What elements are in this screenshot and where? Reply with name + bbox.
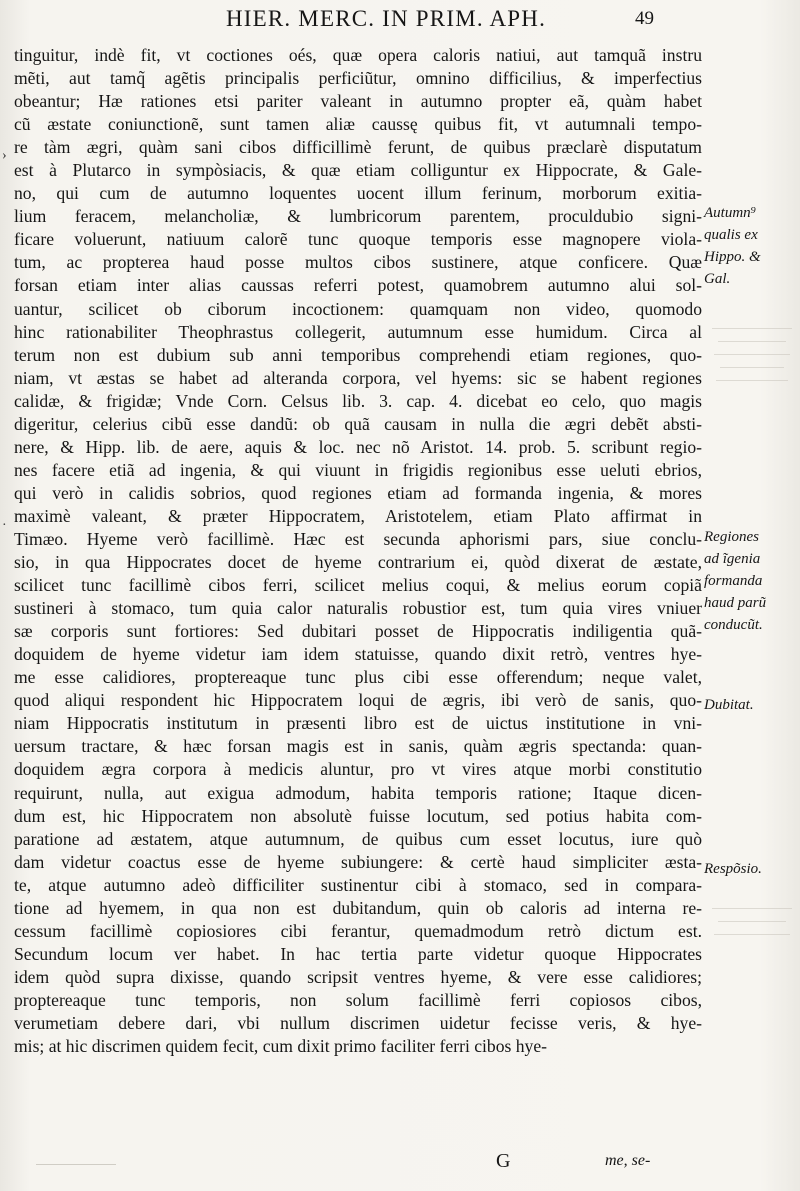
text-line: tum, ac propterea haud posse multos cibos sustinere, atque conficere. Quæ bbox=[14, 252, 702, 273]
margin-note-autumnus bbox=[704, 202, 798, 290]
text-line: niam Hippocratis institutum in præsenti libro est de uictus institutione in vni- bbox=[14, 713, 702, 734]
text-line: tione ad hyemem, in qua non est dubitandum, quin ob caloris ad interna re- bbox=[14, 897, 702, 918]
text-line: hinc rationabiliter Theophrastus collegerit, autumnum esse humidum. Circa al bbox=[14, 321, 702, 342]
text-line: re tàm ægri, quàm sani cibos difficillimè ferunt, de quibus præclarè disputatum bbox=[14, 137, 702, 158]
margin-note-responsio bbox=[704, 858, 798, 880]
margin-note-line: ad ĩgenia bbox=[704, 551, 761, 567]
page-footer bbox=[0, 1148, 800, 1188]
margin-note-line: haud parũ bbox=[704, 595, 767, 611]
margin-note-regiones bbox=[704, 526, 798, 636]
text-line: sustineri à stomaco, tum quia calor naturalis robustior est, tum quia vires vniuer bbox=[14, 598, 702, 619]
text-line: quod aliqui respondent hic Hippocratem loqui de ægris, ibi verò de sanis, quo- bbox=[14, 690, 702, 711]
margin-note-line: qualis ex bbox=[704, 227, 758, 243]
text-line: obeantur; Hæ rationes etsi pariter valeant in autumno propter eã, quàm habet bbox=[14, 91, 702, 112]
margin-note-line: Regiones bbox=[704, 529, 759, 545]
text-line: scilicet tunc facillimè cibos ferri, scilicet melius coqui, & melius eorum copiã bbox=[14, 575, 702, 596]
running-head: HIER. MERC. IN PRIM. APH. bbox=[225, 6, 547, 31]
text-line: me esse calidiores, proptereaque tunc plus cibi esse offerendum; neque valet, bbox=[14, 667, 702, 688]
text-line: cũ æstate coniunctionẽ, sunt tamen aliæ caussę quibus fit, vt autumnali tempo- bbox=[14, 114, 702, 135]
text-line: terum non est dubium sub anni temporibus comprehendi etiam regiones, quo- bbox=[14, 344, 702, 365]
text-line: ficare voluerunt, natiuum calorẽ tunc quoque temporis esse magnopere viola- bbox=[14, 229, 702, 250]
body-text bbox=[14, 44, 702, 1058]
margin-note-line: Hippo. & bbox=[704, 249, 761, 265]
text-line: cessum facillimè copiosiores cibi ferantur, quemadmodum retrò dictum est. bbox=[14, 920, 702, 941]
text-line: te, atque autumno adeò difficiliter sustinentur cibi à stomaco, sed in compara- bbox=[14, 874, 702, 895]
text-line: idem quòd supra dixisse, quando scripsit ventres hyeme, & vere esse calidiores; bbox=[14, 966, 702, 987]
text-line: doquidem de hyeme videtur iam idem statuisse, quando dixit retrò, ventres hye- bbox=[14, 644, 702, 665]
text-line: mis; at hic discrimen quidem fecit, cum dixit primo faciliter ferri cibos hye- bbox=[14, 1036, 548, 1057]
text-line: paratione ad æstatem, atque autumnum, de quibus cum esset locutus, iure quò bbox=[14, 828, 702, 849]
margin-mark: · bbox=[2, 518, 7, 533]
text-line: est à Plutarco in sympòsiacis, & quæ etiam colliguntur ex Hippocrate, & Gale- bbox=[14, 160, 702, 181]
text-line: sio, in qua Hippocrates docet de hyeme contrarium ei, quòd dixerat de æstate, bbox=[14, 552, 702, 573]
text-line: nere, & Hipp. lib. de aere, aquis & loc. nec nõ Aristot. 14. prob. 5. scribunt regio- bbox=[14, 436, 702, 457]
signature-mark: G bbox=[496, 1150, 511, 1172]
text-line: niam, vt æstas se habet ad alteranda corpora, vel hyems: sic se habent regiones bbox=[14, 367, 702, 388]
text-line: forsan etiam inter alias caussas referri potest, quamobrem autumno alui sol- bbox=[14, 275, 702, 296]
text-line: dam videtur coactus esse de hyeme subiungere: & certè haud simpliciter æsta- bbox=[14, 851, 702, 872]
text-line: mẽti, aut tamq̃ agẽtis principalis perficiũtur, omnino difficilius, & imperfectius bbox=[14, 68, 702, 89]
margin-note-line: Respõsio. bbox=[704, 861, 762, 877]
text-line: requirunt, nulla, aut exigua admodum, habita temporis ratione; Itaque dicen- bbox=[14, 782, 702, 803]
text-line: lium feracem, melancholiæ, & lumbricorum parentem, proculdubio signi- bbox=[14, 206, 702, 227]
catchword: me, se- bbox=[605, 1152, 651, 1169]
text-line: qui verò in calidis sobrios, quod regiones etiam ad formanda ingenia, & mores bbox=[14, 482, 702, 503]
text-line: nes facere etiã ad ingenia, & qui viuunt in frigidis regionibus esse ueluti ebrios, bbox=[14, 459, 702, 480]
page-header bbox=[0, 2, 800, 42]
text-line: tinguitur, indè fit, vt coctiones oés, quæ opera caloris natiui, aut tamquã instru bbox=[14, 45, 702, 65]
show-through-footer bbox=[36, 1154, 116, 1165]
text-line: Secundum locum ver habet. In hac tertia parte videtur quoque Hippocrates bbox=[14, 943, 702, 964]
text-line: maximè valeant, & præter Hippocratem, Aristotelem, etiam Plato affirmat in bbox=[14, 505, 702, 526]
text-line: uantur, scilicet ob ciborum incoctionem: quamquam non video, quomodo bbox=[14, 298, 702, 319]
text-line: digeritur, celerius cibũ esse dandũ: ob quã causam in nulla die ægri debẽt absti- bbox=[14, 413, 702, 434]
text-line: Timæo. Hyeme verò facillimè. Hæc est secunda aphorismi pars, siue conclu- bbox=[14, 528, 702, 549]
margin-note-line: conducũt. bbox=[704, 617, 763, 633]
margin-note-line: Autumn⁹ bbox=[704, 205, 756, 221]
show-through-text bbox=[712, 322, 792, 472]
text-line: dum est, hic Hippocratem non absolutè fuisse locutum, sed potius habita com- bbox=[14, 805, 702, 826]
margin-note-dubitat bbox=[704, 694, 798, 716]
text-line: no, qui cum de autumno loquentes uocent illum ferinum, morborum exitia- bbox=[14, 183, 702, 204]
text-line: sæ corporis sunt fortiores: Sed dubitari posset de Hippocratis indiligentia quã- bbox=[14, 621, 702, 642]
text-line: doquidem ægra corpora à medicis aluntur, pro vt vires atque morbi constitutio bbox=[14, 759, 702, 780]
page-number: 49 bbox=[635, 8, 654, 29]
margin-note-line: Gal. bbox=[704, 271, 731, 287]
text-line: proptereaque tunc temporis, non solum facillimè ferri copiosos cibos, bbox=[14, 989, 702, 1010]
text-line: verumetiam debere dari, vbi nullum discrimen uidetur fecisse veris, & hye- bbox=[14, 1012, 702, 1033]
text-line: uersum tractare, & hæc forsan magis est in sanis, quàm ægris spectanda: quan- bbox=[14, 736, 702, 757]
margin-mark: › bbox=[2, 148, 7, 163]
text-line: calidæ, & frigidæ; Vnde Corn. Celsus lib. 3. cap. 4. dicebat eo celo, quo magis bbox=[14, 390, 702, 411]
margin-note-line: formanda bbox=[704, 573, 763, 589]
margin-note-line: Dubitat. bbox=[704, 697, 754, 713]
show-through-text bbox=[712, 900, 792, 970]
